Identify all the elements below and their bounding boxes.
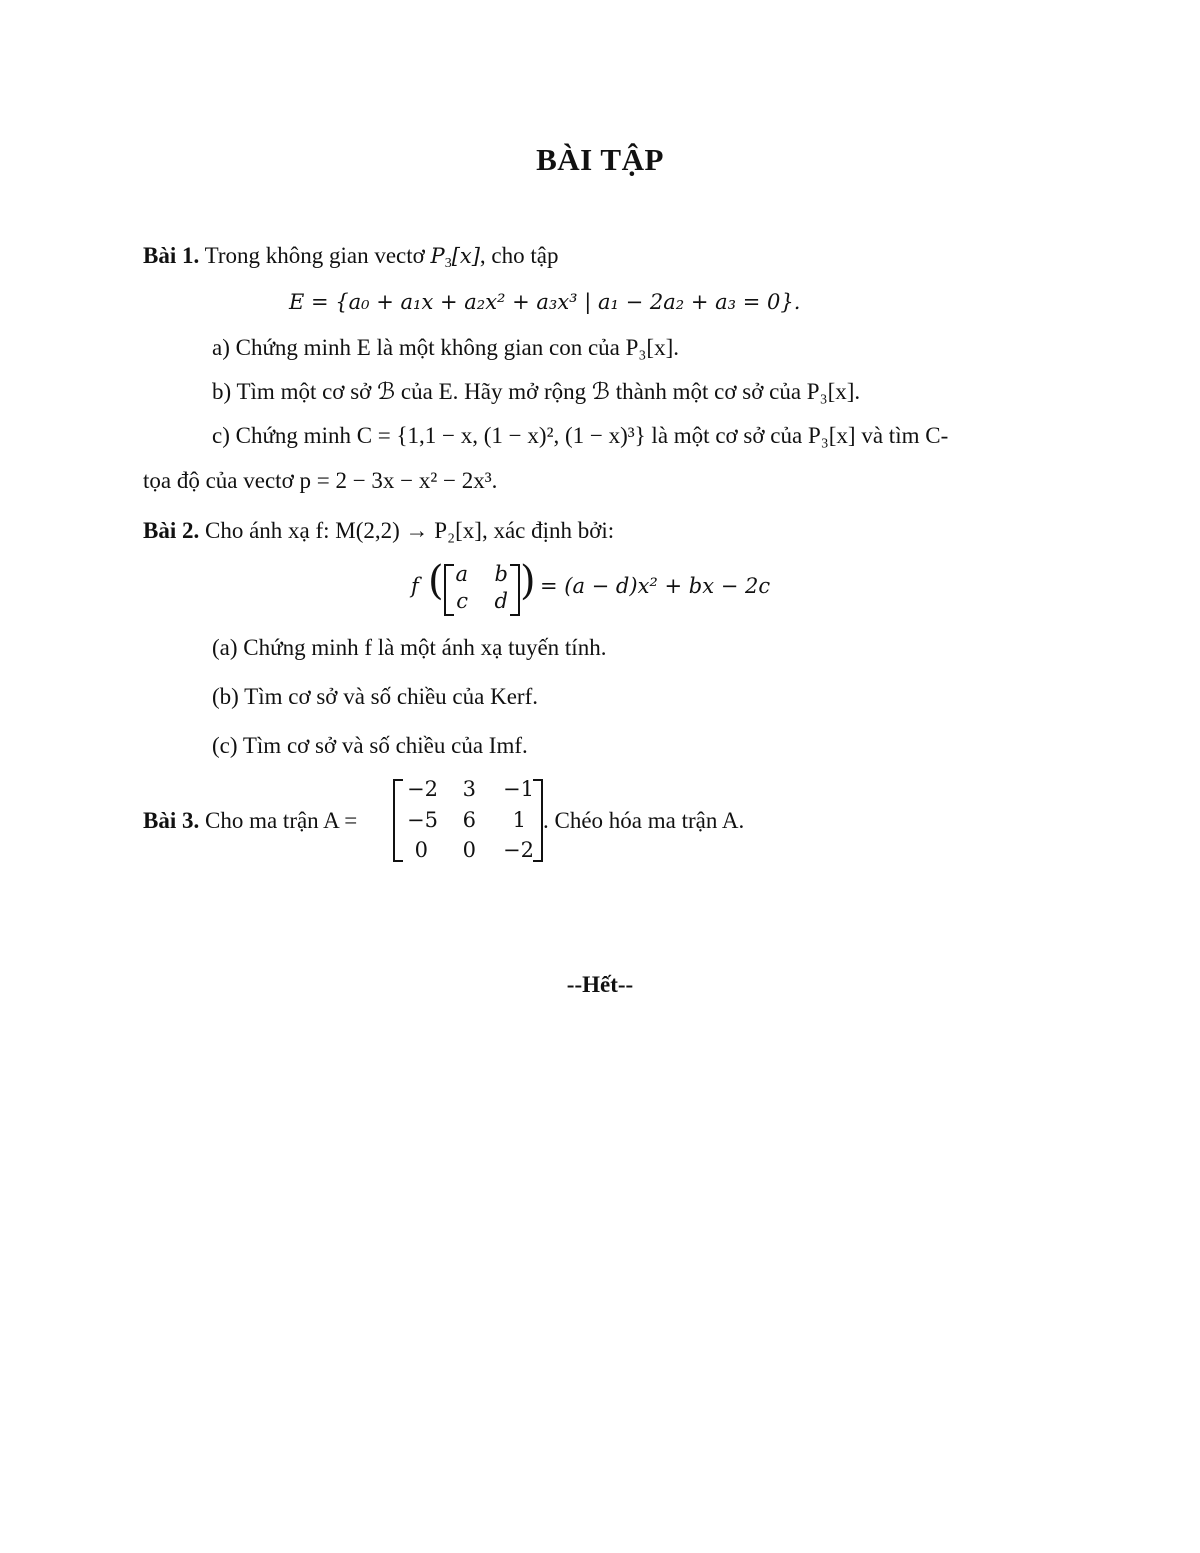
- bai2-part-a: (a) Chứng minh f là một ánh xạ tuyến tính.: [212, 635, 607, 660]
- matrix2-cell: b: [494, 562, 508, 586]
- bai3-outro: . Chéo hóa ma trận A.: [543, 808, 745, 833]
- bai3-intro: Bài 3. Cho ma trận A =: [143, 808, 358, 833]
- matrix3-cell: 3: [462, 777, 476, 801]
- bai1-label: Bài 1.: [143, 243, 200, 268]
- matrix3-cell: 0: [462, 838, 476, 862]
- matrix3-cell: −1: [503, 777, 534, 801]
- close-paren-icon: ): [520, 558, 536, 604]
- matrix3-cell: 0: [414, 838, 428, 862]
- matrix2-cell: d: [494, 589, 508, 613]
- matrix2-cell: a: [455, 562, 468, 586]
- bai2-intro: Bài 2. Cho ánh xạ f: M(2,2) → P₂[x], xác định bởi:: [143, 518, 615, 543]
- page-title: BÀI TẬP: [536, 142, 664, 177]
- matrix3-cell: 1: [512, 808, 526, 832]
- function-rhs: = (a − d)x² + bx − 2c: [540, 574, 771, 598]
- bai2-part-c: (c) Tìm cơ sở và số chiều của Imf.: [212, 733, 528, 758]
- bai1-part-a: a) Chứng minh E là một không gian con của P₃[x].: [212, 335, 679, 360]
- matrix2-right-bracket: [510, 564, 520, 616]
- matrix2-cell: c: [456, 589, 468, 613]
- matrix3-cell: −2: [503, 838, 534, 862]
- bai2-part-b: (b) Tìm cơ sở và số chiều của Kerf.: [212, 684, 538, 709]
- bai1-part-c-line1: c) Chứng minh C = {1,1 − x, (1 − x)², (1 − x)³} là một cơ sở của P₃[x] và tìm C-: [212, 423, 949, 448]
- bai3-label: Bài 3.: [143, 808, 200, 833]
- matrix3-cell: −2: [407, 777, 438, 801]
- open-paren-icon: (: [428, 558, 444, 604]
- bai2-label: Bài 2.: [143, 518, 200, 543]
- bai1-intro: Bài 1. Trong không gian vectơ $P_3[x]$, cho tập: [143, 243, 559, 271]
- bai1-part-c-line2: tọa độ của vectơ p = 2 − 3x − x² − 2x³.: [143, 468, 498, 493]
- bai1-part-b: b) Tìm một cơ sở ℬ của E. Hãy mở rộng ℬ thành một cơ sở của P₃[x].: [212, 379, 861, 404]
- function-symbol: f: [411, 574, 419, 598]
- matrix3-cell: −5: [407, 808, 438, 832]
- end-marker: --Hết--: [566, 972, 634, 997]
- matrix3-right-bracket: [533, 779, 543, 862]
- matrix3-cell: 6: [462, 808, 476, 832]
- bai1-set-definition: E = {a₀ + a₁x + a₂x² + a₃x³ | a₁ − 2a₂ + a₃ = 0}.: [289, 290, 801, 314]
